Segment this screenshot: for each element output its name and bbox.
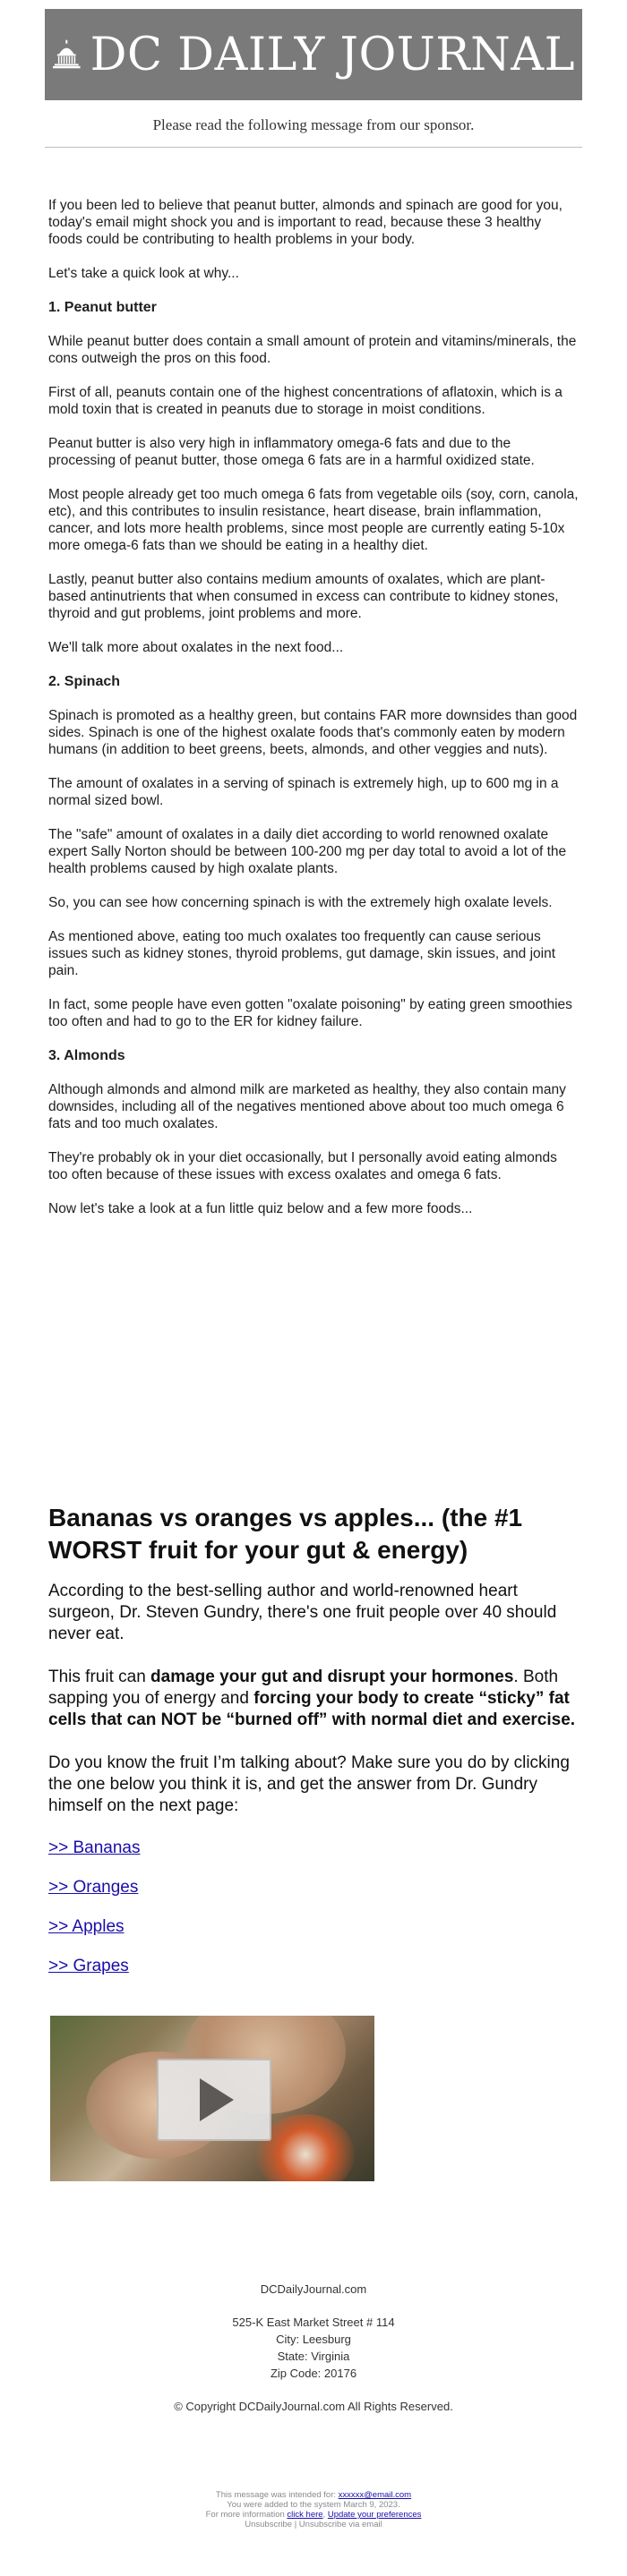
video-thumbnail[interactable]: [50, 2016, 374, 2181]
paragraph: They're probably ok in your diet occasionally, but I personally avoid eating almonds too often because of these issues with excess oxalates and omega 6 fats.: [48, 1150, 557, 1182]
paragraph: Lastly, peanut butter also contains medium amounts of oxalates, which are plant-based antinutrients that when consumed in excess can contribute to kidney stones, thyroid and gut problems, joint problems and more.: [48, 572, 559, 621]
masthead: [45, 9, 582, 100]
footer: [45, 2281, 582, 2415]
added-date: You were added to the system March 9, 2023.: [227, 2500, 400, 2510]
more-info: For more information click here, Update your preferences: [205, 2510, 422, 2520]
copyright: © Copyright DCDailyJournal.com All Rights Reserved.: [174, 2400, 453, 2413]
ad-paragraph: This fruit can damage your gut and disrupt your hormones. Both sapping you of energy and forcing your body to create “sticky” fat cells that can NOT be “burned off” with normal diet and exercise.: [48, 1668, 576, 1729]
address-street: 525-K East Market Street # 114: [232, 2316, 395, 2329]
click-here-link[interactable]: click here: [287, 2510, 323, 2520]
update-preferences-link[interactable]: Update your preferences: [327, 2510, 422, 2520]
address-city: City: Leesburg: [276, 2333, 351, 2346]
brand-name: DC DAILY JOURNAL: [90, 28, 575, 81]
logo[interactable]: [52, 20, 575, 90]
intended-recipient: This message was intended for: xxxxxx@email.com: [215, 2490, 412, 2500]
footer-address: [45, 2314, 582, 2382]
paragraph: Now let's take a look at a fun little quiz below and a few more foods...: [48, 1201, 473, 1216]
article-body: [48, 197, 579, 1234]
ad-paragraph: Do you know the fruit I’m talking about? Make sure you do by clicking the one below you think it is, and get the answer from Dr. Gundry himself on the next page:: [48, 1753, 570, 1815]
ad-headline: Bananas vs oranges vs apples... (the #1 WORST fruit for your gut & energy): [48, 1504, 523, 1564]
address-zip: Zip Code: 20176: [270, 2367, 357, 2380]
unsubscribe-links[interactable]: Unsubscribe | Unsubscribe via email: [245, 2520, 382, 2529]
quiz-link-grapes[interactable]: >> Grapes: [48, 1957, 129, 1975]
paragraph: The "safe" amount of oxalates in a daily diet according to world renowned oxalate expert Sally Norton should be between 100-200 mg per day total to avoid a lot of the health problems caused by high oxalate plants.: [48, 827, 567, 876]
paragraph: Peanut butter is also very high in inflammatory omega-6 fats and due to the processing of peanut butter, those omega 6 fats are in a harmful oxidized state.: [48, 436, 535, 468]
paragraph: If you been led to believe that peanut butter, almonds and spinach are good for you, today's email might shock you and is important to read, because these 3 healthy foods could be contributing to health problems in your body.: [48, 198, 563, 247]
paragraph: The amount of oxalates in a serving of spinach is extremely high, up to 600 mg in a normal sized bowl.: [48, 776, 559, 808]
quiz-link-bananas[interactable]: >> Bananas: [48, 1838, 141, 1857]
paragraph: Although almonds and almond milk are marketed as healthy, they also contain many downsides, including all of the negatives mentioned above about too much omega 6 fats and too much oxalates.: [48, 1082, 566, 1131]
paragraph: In fact, some people have even gotten "oxalate poisoning" by eating green smoothies too often and had to go to the ER for kidney failure.: [48, 997, 572, 1029]
capitol-dome-icon: [52, 23, 82, 86]
ad-paragraph: According to the best-selling author and world-renowned heart surgeon, Dr. Steven Gundry, there's one fruit people over 40 should never eat.: [48, 1582, 557, 1643]
address-state: State: Virginia: [277, 2350, 350, 2363]
paragraph: First of all, peanuts contain one of the highest concentrations of aflatoxin, which is a mold toxin that is created in peanuts due to storage in moist conditions.: [48, 385, 563, 417]
sponsor-ad: [48, 1502, 579, 1996]
footer-site: DCDailyJournal.com: [260, 2282, 367, 2296]
section-heading: 1. Peanut butter: [48, 300, 157, 315]
paragraph: Let's take a quick look at why...: [48, 266, 239, 281]
section-heading: 2. Spinach: [48, 674, 121, 689]
paragraph: So, you can see how concerning spinach is with the extremely high oxalate levels.: [48, 895, 553, 910]
recipient-email-link[interactable]: xxxxxx@email.com: [338, 2490, 412, 2500]
section-heading: 3. Almonds: [48, 1048, 125, 1063]
divider: [45, 147, 582, 148]
paragraph: Most people already get too much omega 6 fats from vegetable oils (soy, corn, canola, etc), and this contributes to insulin resistance, heart disease, brain inflammation, cancer, and lots more health problems, since most people are currently eating 5-10x more omega-6 fats than we should be eating in a healthy diet.: [48, 487, 579, 553]
fine-print: [45, 2490, 582, 2529]
paragraph: While peanut butter does contain a small amount of protein and vitamins/minerals, the cons outweigh the pros on this food.: [48, 334, 577, 366]
paragraph: As mentioned above, eating too much oxalates too frequently can cause serious issues such as kidney stones, thyroid problems, gut damage, skin issues, and joint pain.: [48, 929, 556, 978]
sponsor-notice: Please read the following message from our sponsor.: [152, 116, 475, 133]
quiz-link-oranges[interactable]: >> Oranges: [48, 1878, 139, 1897]
paragraph: Spinach is promoted as a healthy green, but contains FAR more downsides than good sides. Spinach is one of the highest oxalate foods that's commonly eaten by modern humans (in addition to beet greens, beets, almonds, and other veggies and nuts).: [48, 708, 578, 757]
quiz-link-apples[interactable]: >> Apples: [48, 1917, 125, 1936]
paragraph: We'll talk more about oxalates in the next food...: [48, 640, 344, 655]
play-icon[interactable]: [157, 2059, 271, 2141]
